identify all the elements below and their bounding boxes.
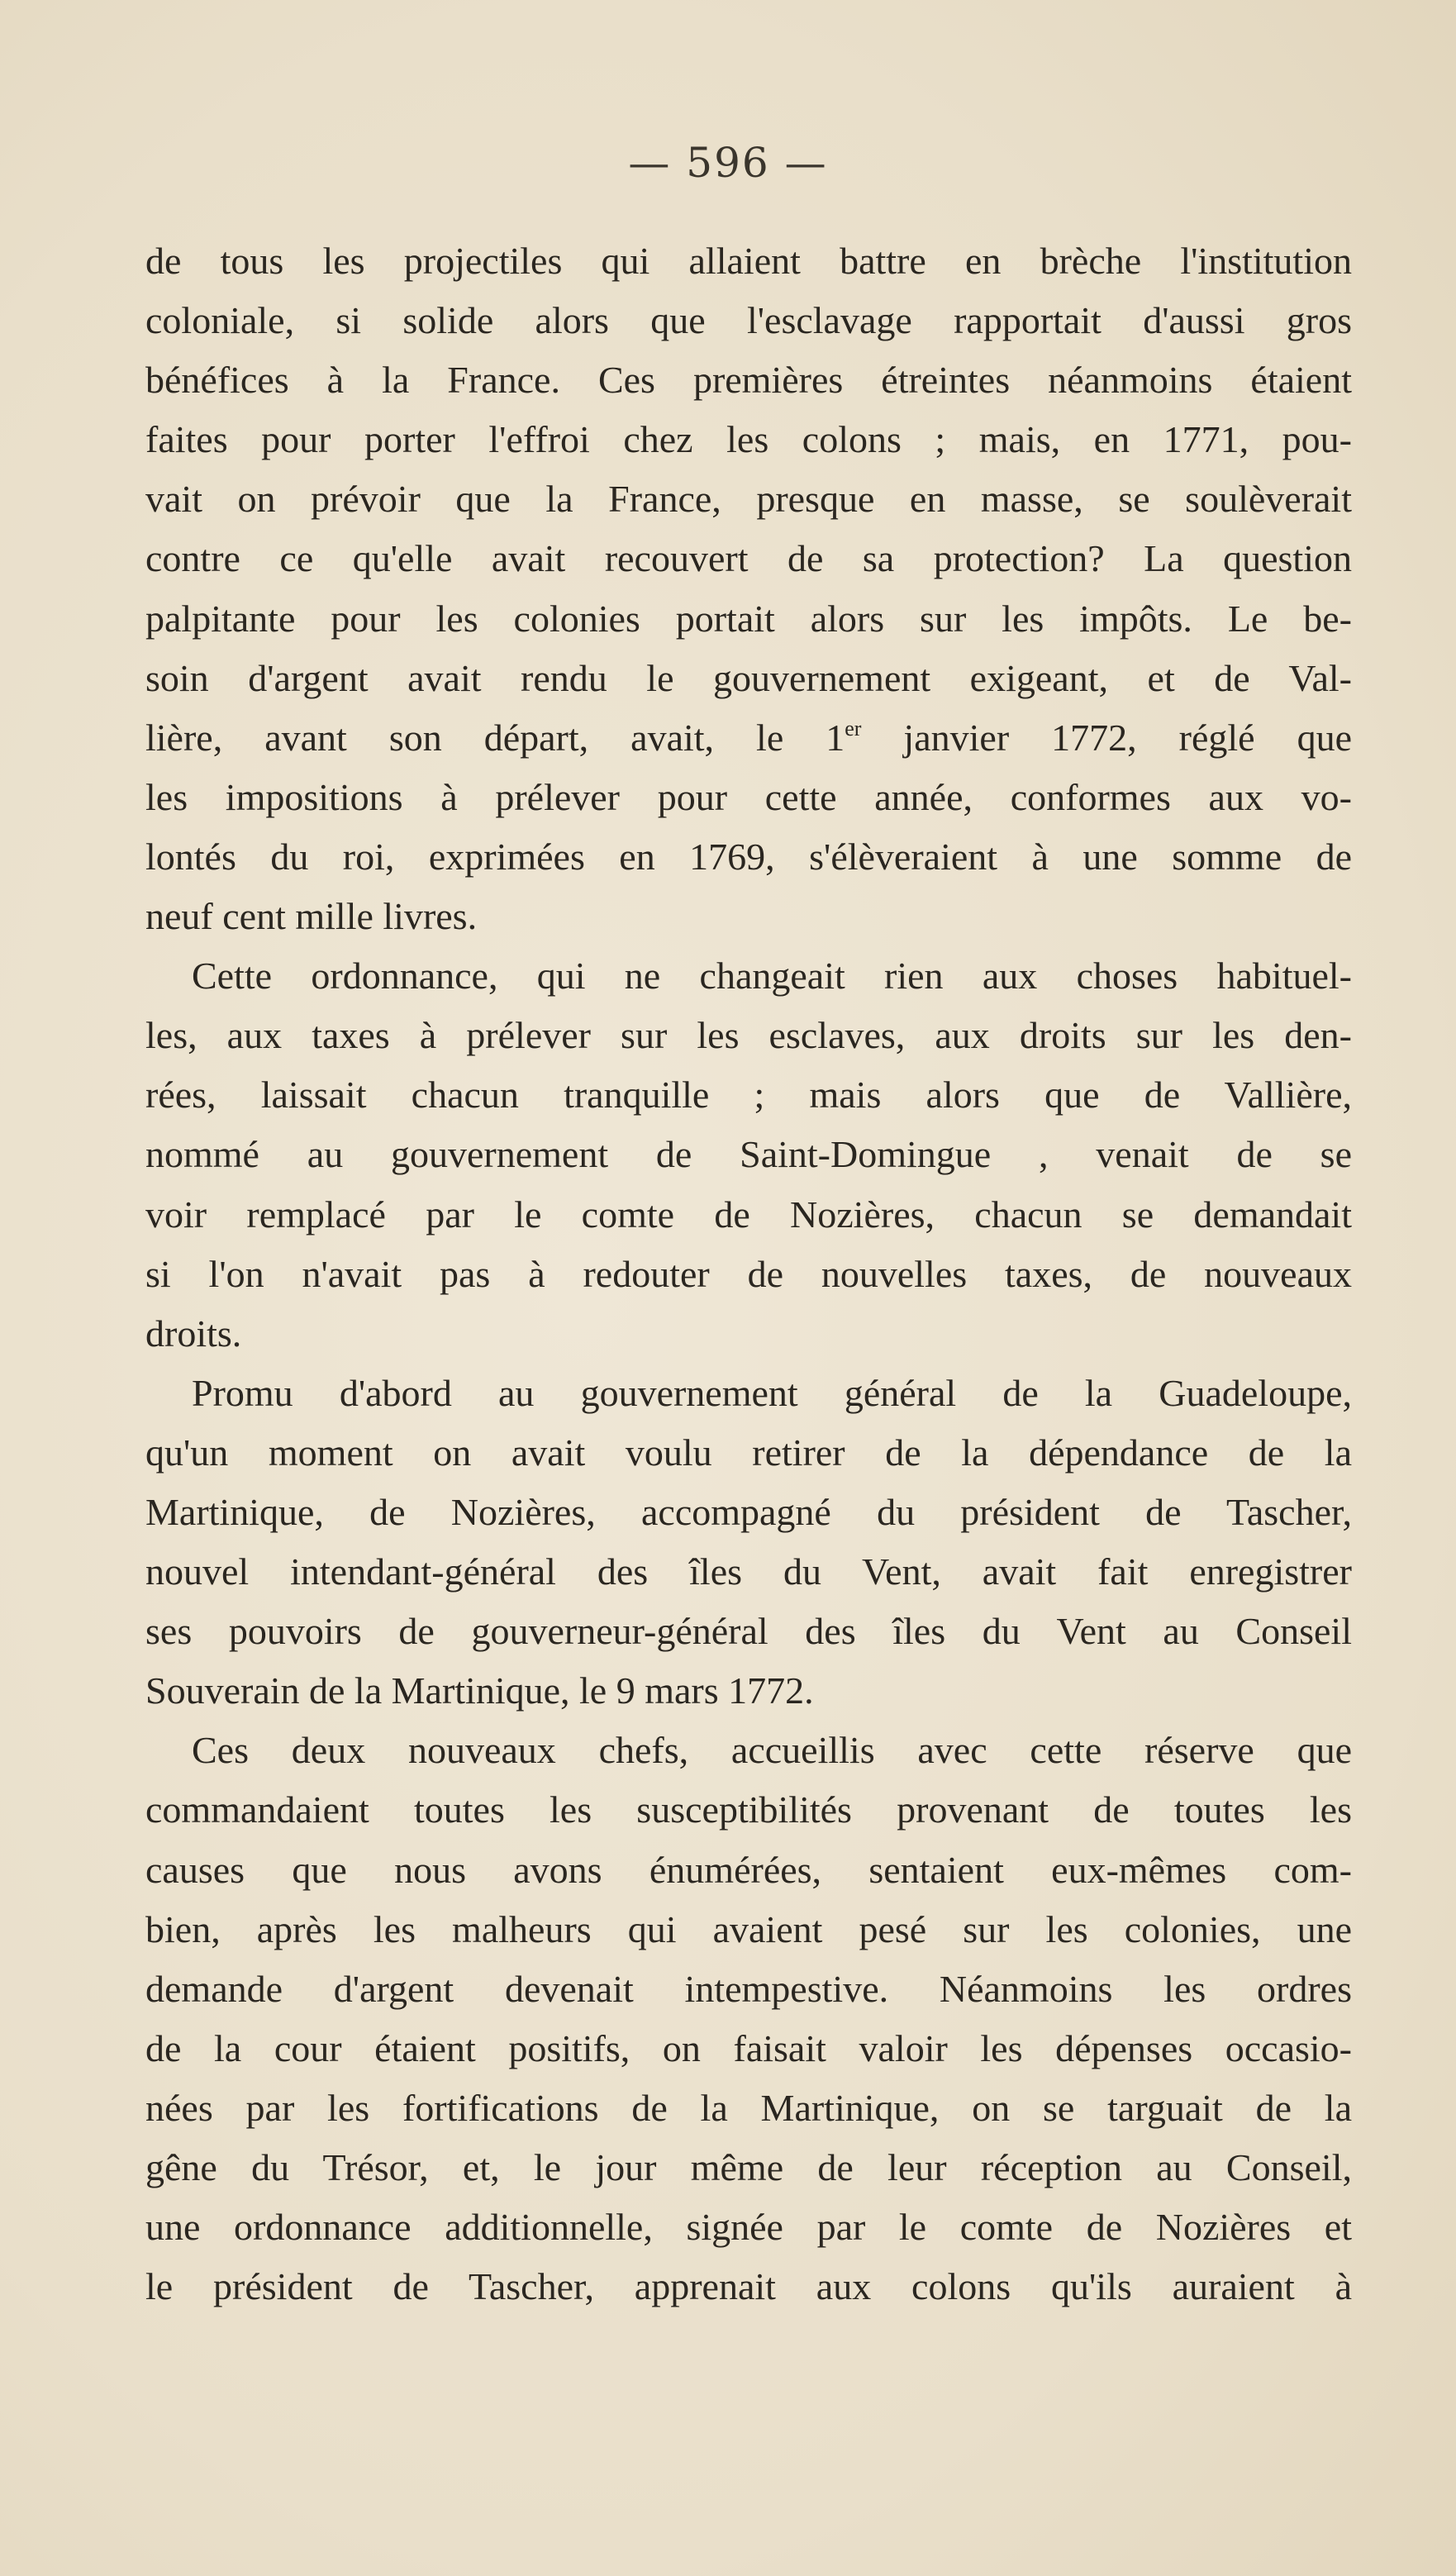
text-line: [145, 589, 1352, 649]
text-line: [145, 649, 1352, 708]
text-line: [145, 1542, 1352, 1602]
line-text: nommé au gouvernement de Saint-Domingue , venait de se: [145, 1133, 1352, 1176]
text-line: [145, 1780, 1352, 1840]
line-text: les impositions à prélever pour cette année, conformes aux vo-: [145, 775, 1352, 818]
line-text: Promu d'abord au gouvernement général de la Guadeloupe,: [192, 1371, 1352, 1414]
text-line: [145, 291, 1352, 350]
line-text: qu'un moment on avait voulu retirer de la dépendance de la: [145, 1431, 1352, 1474]
text-line: [145, 2197, 1352, 2257]
line-text: droits.: [145, 1312, 242, 1355]
line-text: de tous les projectiles qui allaient battre en brèche l'institution: [145, 240, 1352, 282]
text-line: [145, 946, 1352, 1006]
line-text: commandaient toutes les susceptibilités provenant de toutes les: [145, 1788, 1352, 1831]
line-text: lière, avant son départ, avait, le 1: [145, 716, 845, 759]
text-line: [145, 410, 1352, 469]
line-text: Souverain de la Martinique, le 9 mars 1772.: [145, 1669, 814, 1712]
superscript: er: [845, 716, 862, 740]
line-text: ses pouvoirs de gouverneur-général des îles du Vent au Conseil: [145, 1610, 1352, 1653]
text-line: [145, 1304, 1352, 1364]
text-line: [145, 1364, 1352, 1423]
line-text: contre ce qu'elle avait recouvert de sa protection? La question: [145, 537, 1352, 580]
line-text: bien, après les malheurs qui avaient pesé sur les colonies, une: [145, 1907, 1352, 1950]
text-line: [145, 1185, 1352, 1245]
line-text: Ces deux nouveaux chefs, accueillis avec cette réserve que: [192, 1729, 1352, 1772]
line-text: les, aux taxes à prélever sur les esclaves, aux droits sur les den-: [145, 1014, 1352, 1057]
line-text: rées, laissait chacun tranquille ; mais alors que de Vallière,: [145, 1074, 1352, 1117]
text-line: [145, 2138, 1352, 2197]
text-line: [145, 887, 1352, 946]
line-text: demande d'argent devenait intempestive. Néanmoins les ordres: [145, 1967, 1352, 2010]
line-text: causes que nous avons énumérées, sentaient eux-mêmes com-: [145, 1848, 1352, 1891]
text-line: [145, 350, 1352, 410]
line-text: faites pour porter l'effroi chez les colons ; mais, en 1771, pou-: [145, 418, 1352, 461]
line-text: nées par les fortifications de la Martinique, on se targuait de la: [145, 2086, 1352, 2129]
body-text: [145, 231, 1352, 2316]
line-text: bénéfices à la France. Ces premières étreintes néanmoins étaient: [145, 359, 1352, 402]
text-line: [145, 1006, 1352, 1065]
line-text: une ordonnance additionnelle, signée par le comte de Nozières et: [145, 2206, 1352, 2249]
text-line: [145, 1721, 1352, 1780]
text-line: [145, 1423, 1352, 1483]
text-line: [145, 768, 1352, 827]
text-line: [145, 1661, 1352, 1721]
text-line: [145, 708, 1352, 768]
text-line: [145, 1125, 1352, 1184]
page-number: — 596 —: [628, 139, 828, 187]
line-text: coloniale, si solide alors que l'esclavage rapportait d'aussi gros: [145, 299, 1352, 342]
line-text: Martinique, de Nozières, accompagné du président de Tascher,: [145, 1490, 1352, 1533]
line-text: lontés du roi, exprimées en 1769, s'élèveraient à une somme de: [145, 835, 1352, 878]
line-text: vait on prévoir que la France, presque en masse, se soulèverait: [145, 478, 1352, 521]
line-text: neuf cent mille livres.: [145, 895, 478, 938]
text-line: [145, 2078, 1352, 2138]
line-text: Cette ordonnance, qui ne changeait rien aux choses habituel-: [192, 955, 1352, 998]
text-line: [145, 1959, 1352, 2019]
line-text: voir remplacé par le comte de Nozières, chacun se demandait: [145, 1193, 1352, 1236]
text-line: [145, 1840, 1352, 1900]
line-text: nouvel intendant-général des îles du Vent, avait fait enregistrer: [145, 1550, 1352, 1593]
line-text: soin d'argent avait rendu le gouvernement exigeant, et de Val-: [145, 656, 1352, 699]
text-line: [145, 529, 1352, 588]
line-text: gêne du Trésor, et, le jour même de leur réception au Conseil,: [145, 2146, 1352, 2188]
line-text: de la cour étaient positifs, on faisait valoir les dépenses occasio-: [145, 2026, 1352, 2069]
line-text: palpitante pour les colonies portait alors sur les impôts. Le be-: [145, 597, 1352, 640]
text-line: [145, 827, 1352, 887]
line-text: si l'on n'avait pas à redouter de nouvelles taxes, de nouveaux: [145, 1252, 1352, 1295]
text-line: [145, 1245, 1352, 1304]
line-text: le président de Tascher, apprenait aux colons qu'ils auraient à: [145, 2265, 1352, 2308]
text-line: [145, 2019, 1352, 2078]
line-text-continued: janvier 1772, réglé que: [861, 716, 1352, 759]
text-line: [145, 1065, 1352, 1125]
text-line: [145, 1900, 1352, 1959]
text-line: [145, 469, 1352, 529]
text-line: [145, 1602, 1352, 1661]
text-line: [145, 2257, 1352, 2316]
text-line: [145, 1483, 1352, 1542]
text-line: [145, 231, 1352, 291]
